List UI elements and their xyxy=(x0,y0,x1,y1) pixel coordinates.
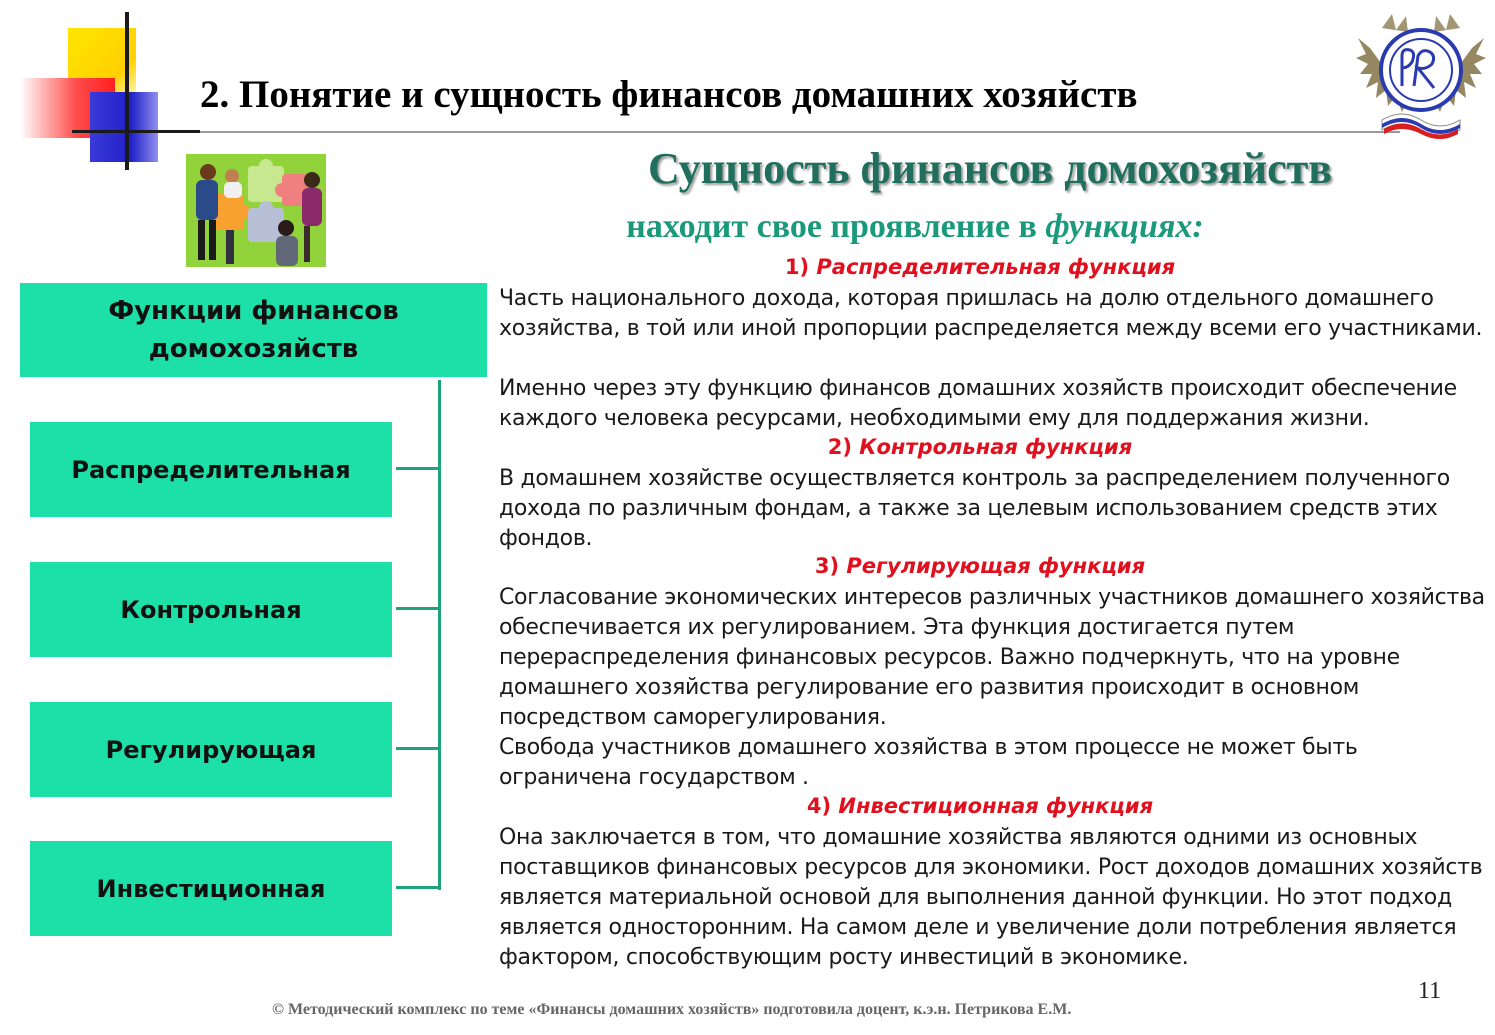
connector-control xyxy=(396,607,440,610)
function-1-paragraph-2: Именно через эту функцию финансов домашних хозяйств происходит обеспечение каждого человека ресурсами, необходимыми ему для поддержания жизни. xyxy=(499,376,1457,431)
decor-vertical-line xyxy=(125,12,129,170)
function-1-paragraph-1: Часть национального дохода, которая пришлась на долю отдельного домашнего хозяйства, в той или иной пропорции распределяется между всеми его участниками. xyxy=(499,286,1483,341)
function-4-number: 4) xyxy=(806,794,832,818)
sub-heading xyxy=(490,208,1340,246)
function-box-investment: Инвестиционная xyxy=(30,841,392,936)
function-1-title xyxy=(480,255,1480,279)
slide-title: 2. Понятие и сущность финансов домашних хозяйств xyxy=(200,73,1138,116)
function-4-paragraph-1: Она заключается в том, что домашние хозяйства являются одними из основных поставщиков финансовых ресурсов для экономики. Рост доходов домашних хозяйств является материальной основой для выполнения данной функции. Но этот подход является односторонним. На самом деле и увеличение доли потребления является фактором, способствующим росту инвестиций в экономике. xyxy=(499,825,1483,970)
main-heading: Сущность финансов домохозяйств xyxy=(647,144,1333,193)
decor-horizontal-line xyxy=(72,130,200,133)
title-underline xyxy=(110,131,1400,133)
footer-copyright: © Методический комплекс по теме «Финансы домашних хозяйств» подготовила доцент, к.э.н. Петрикова Е.М. xyxy=(272,1001,1072,1018)
function-2-number: 2) xyxy=(827,435,852,459)
function-2-name: Контрольная функция xyxy=(859,435,1133,459)
connector-regulating xyxy=(396,747,440,750)
function-2-title xyxy=(480,435,1480,459)
connector-distributive xyxy=(396,467,440,470)
function-3-title xyxy=(480,554,1480,578)
connector-investment xyxy=(396,886,440,889)
function-3-paragraph-2: Свобода участников домашнего хозяйства в этом процессе не может быть ограничена государством . xyxy=(499,735,1358,790)
function-3-paragraph-1: Согласование экономических интересов различных участников домашнего хозяйства обеспечивается их регулированием. Эта функция достигается путем перераспределения финансовых ресурсов. Важно подчеркнуть, что на уровне домашнего хозяйства регулирование его развития происходит в основном посредством саморегулирования. xyxy=(499,585,1485,730)
function-4-title xyxy=(480,794,1480,818)
sub-heading-italic: функциях: xyxy=(1045,208,1204,245)
puzzle-people-image xyxy=(186,154,326,267)
function-2-paragraph-1: В домашнем хозяйстве осуществляется контроль за распределением полученного дохода по различным фондам, а также за целевым использованием средств этих фондов. xyxy=(499,466,1450,551)
university-emblem-icon xyxy=(1352,8,1490,140)
page-number: 11 xyxy=(1418,978,1442,1004)
decor-blue-square xyxy=(90,92,158,162)
connector-vertical xyxy=(438,380,441,890)
sub-heading-prefix: находит свое проявление в xyxy=(626,208,1046,245)
function-1-name: Распределительная функция xyxy=(816,255,1176,279)
function-3-number: 3) xyxy=(814,554,840,578)
function-3-name: Регулирующая функция xyxy=(846,554,1146,578)
main-box-line1: Функции финансов xyxy=(108,296,399,326)
function-box-regulating: Регулирующая xyxy=(30,702,392,797)
main-box-line2: домохозяйств xyxy=(148,334,359,364)
function-box-control: Контрольная xyxy=(30,562,392,657)
functions-main-box xyxy=(20,283,487,377)
function-4-name: Инвестиционная функция xyxy=(838,794,1154,818)
function-box-distributive: Распределительная xyxy=(30,422,392,517)
function-1-number: 1) xyxy=(784,255,810,279)
